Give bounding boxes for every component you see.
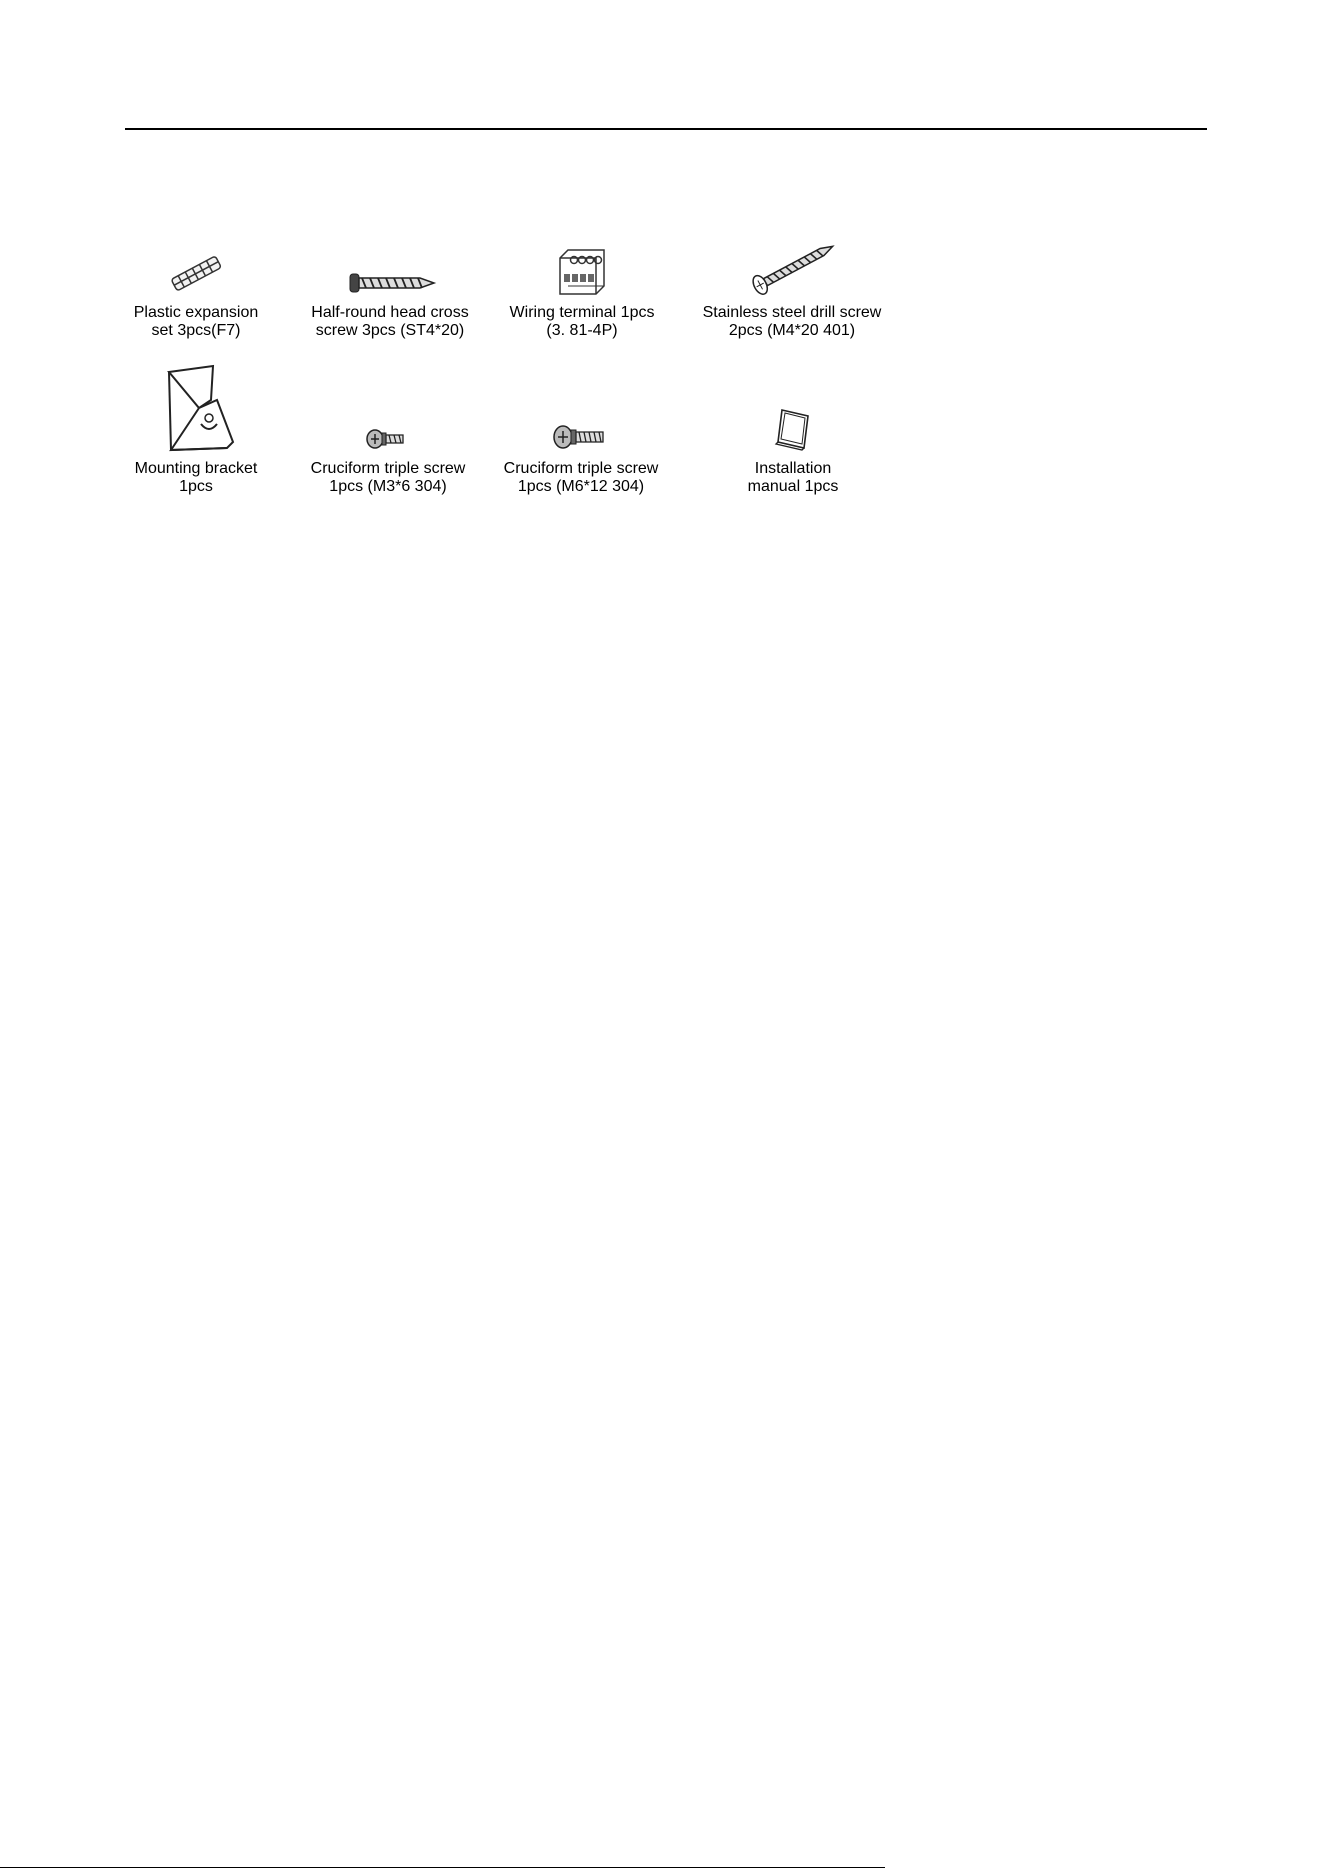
item-caption-line-2: 1pcs (M6*12 304) [517, 478, 645, 495]
drill-screw-icon [687, 228, 897, 298]
item-caption-line-1: Plastic expansion [133, 304, 259, 321]
mounting-bracket-icon [91, 364, 301, 454]
item-caption-line-1: Mounting bracket [134, 460, 258, 477]
item-caption-line-1: Cruciform triple screw [310, 460, 466, 477]
item-plastic-expansion [91, 228, 301, 340]
item-drill-screw [687, 228, 897, 340]
wiring-terminal-icon [477, 228, 687, 298]
item-caption-line-1: Wiring terminal 1pcs [509, 304, 655, 321]
item-triple-screw-m3 [283, 384, 493, 496]
item-caption-line-1: Cruciform triple screw [503, 460, 659, 477]
item-half-round-screw [285, 228, 495, 340]
item-caption-line-2: (3. 81-4P) [546, 322, 618, 339]
item-caption-line-2: manual 1pcs [747, 478, 839, 495]
item-mounting-bracket [91, 364, 301, 496]
item-triple-screw-m6 [476, 384, 686, 496]
plastic-expansion-anchor-icon [91, 228, 301, 298]
item-caption-line-1: Installation [754, 460, 832, 477]
item-caption-line-2: 1pcs (M3*6 304) [329, 478, 447, 495]
small-triple-screw-icon [283, 384, 493, 454]
item-caption-line-2: set 3pcs(F7) [151, 322, 241, 339]
item-caption-line-2: screw 3pcs (ST4*20) [315, 322, 465, 339]
item-caption-line-1: Half-round head cross [311, 304, 469, 321]
item-installation-manual [688, 384, 898, 496]
triple-screw-icon [476, 384, 686, 454]
item-caption-line-2: 1pcs [179, 478, 213, 495]
item-caption-line-2: 2pcs (M4*20 401) [728, 322, 856, 339]
half-round-head-screw-icon [285, 228, 495, 298]
item-caption-line-1: Stainless steel drill screw [702, 304, 882, 321]
footer-rule [0, 1867, 885, 1868]
header-rule [125, 128, 1207, 130]
manual-icon [688, 384, 898, 454]
item-wiring-terminal [477, 228, 687, 340]
